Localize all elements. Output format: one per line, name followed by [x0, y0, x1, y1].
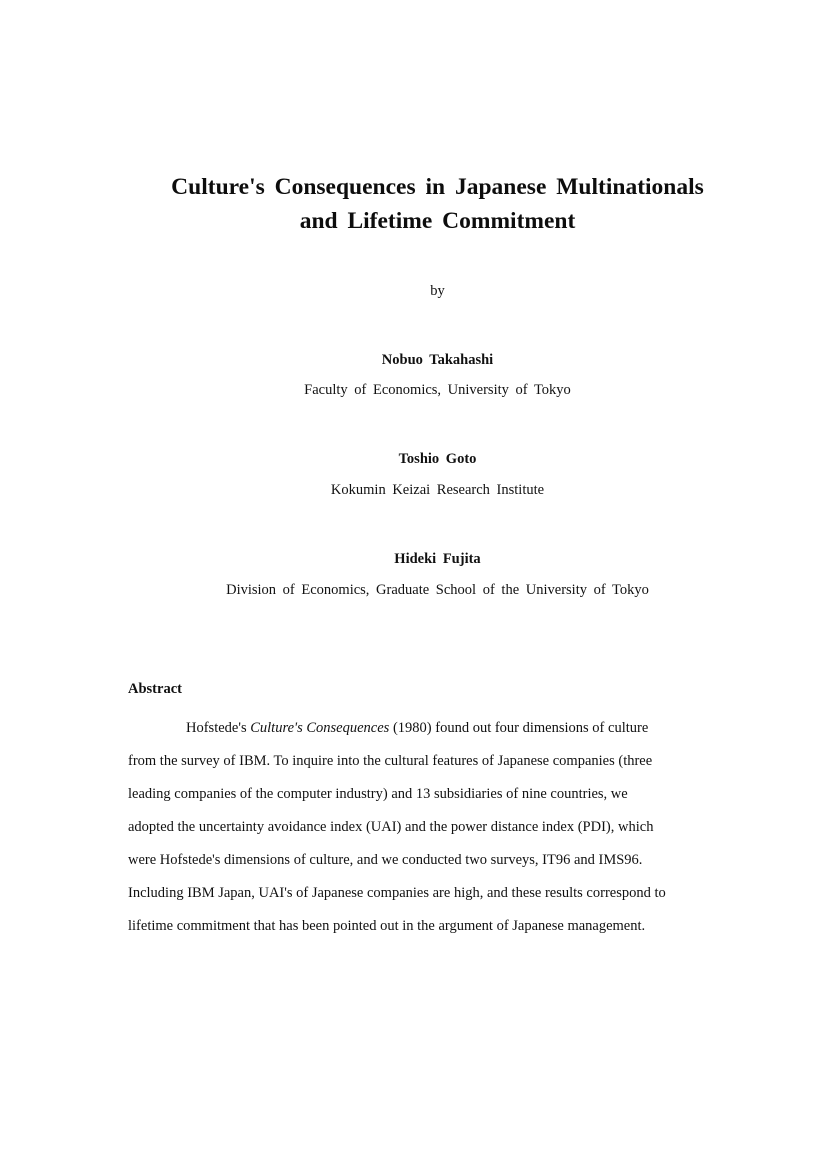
abstract-line-6: Including IBM Japan, UAI's of Japanese companies are high, and these results correspond to [128, 885, 666, 901]
author-2-name: Toshio Goto [398, 451, 477, 467]
byline: by [430, 283, 445, 299]
abstract-heading: Abstract [128, 681, 182, 697]
title-line-2: and Lifetime Commitment [299, 208, 576, 234]
author-1-name: Nobuo Takahashi [381, 352, 494, 368]
abstract-body [128, 712, 758, 943]
abstract-line-3: leading companies of the computer industry) and 13 subsidiaries of nine countries, we [128, 786, 628, 802]
paper-title [60, 170, 815, 238]
abstract-line-4: adopted the uncertainty avoidance index (UAI) and the power distance index (PDI), which [128, 819, 654, 835]
abstract-line-1-pre: Hofstede's [186, 720, 251, 736]
author-3-name: Hideki Fujita [394, 551, 481, 567]
author-2-affiliation: Kokumin Keizai Research Institute [330, 482, 545, 498]
abstract-line-2: from the survey of IBM. To inquire into the cultural features of Japanese companies (three [128, 753, 653, 769]
author-1-affiliation: Faculty of Economics, University of Tokyo [304, 382, 571, 398]
title-line-1: Culture's Consequences in Japanese Multinationals [171, 174, 704, 200]
abstract-line-1 [128, 712, 758, 745]
author-3-affiliation: Division of Economics, Graduate School of the University of Tokyo [226, 582, 649, 598]
abstract-line-1-italic: Culture's Consequences [250, 720, 390, 736]
abstract-line-7: lifetime commitment that has been pointed out in the argument of Japanese management. [128, 918, 646, 934]
abstract-line-5: were Hofstede's dimensions of culture, and we conducted two surveys, IT96 and IMS96. [128, 852, 643, 868]
abstract-line-1-post: (1980) found out four dimensions of culture [389, 720, 649, 736]
